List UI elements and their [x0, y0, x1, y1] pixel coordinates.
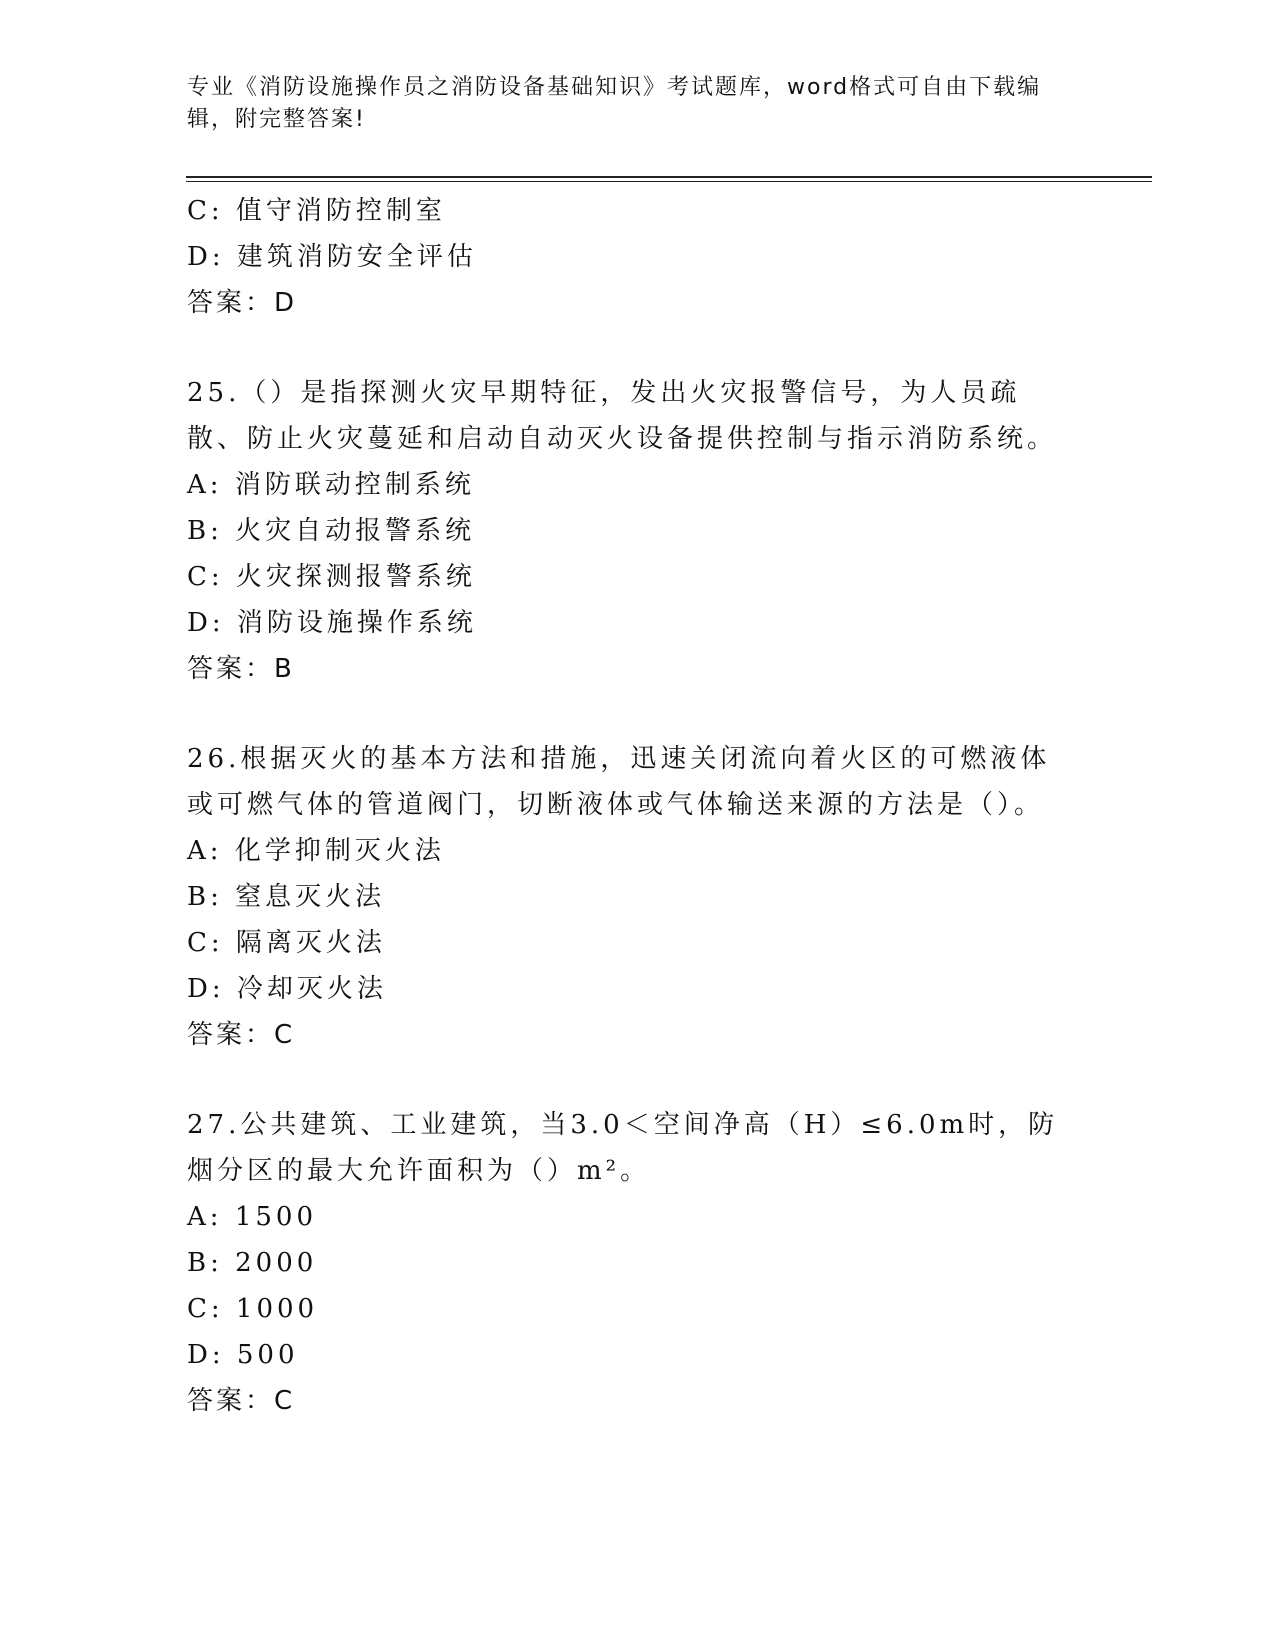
question-26 — [187, 736, 1087, 1058]
header-rule-thin — [186, 181, 1152, 182]
option-d: D: 消防设施操作系统 — [187, 608, 477, 638]
answer-line: 答案：C — [187, 1020, 296, 1050]
option-c: C: 1000 — [187, 1294, 319, 1324]
option-b: B: 2000 — [187, 1248, 318, 1278]
answer-line: 答案：D — [187, 288, 298, 318]
option-a: A: 化学抑制灭火法 — [187, 836, 445, 866]
option-d: D: 冷却灭火法 — [187, 974, 387, 1004]
question-27 — [187, 1102, 1087, 1424]
option-b: B: 火灾自动报警系统 — [187, 516, 476, 546]
question-text: 25.（）是指探测火灾早期特征，发出火灾报警信号，为人员疏散、防止火灾蔓延和启动自动灭火设备提供控制与指示消防系统。 — [187, 378, 1058, 454]
option-b: B: 窒息灭火法 — [187, 882, 386, 912]
option-c: C: 火灾探测报警系统 — [187, 562, 476, 592]
option-c: C: 隔离灭火法 — [187, 928, 386, 958]
question-25 — [187, 370, 1087, 692]
answer-line: 答案：B — [187, 654, 295, 684]
option-a: A: 1500 — [187, 1202, 317, 1232]
question-text: 27.公共建筑、工业建筑，当3.0＜空间净高（H）≤6.0m时，防烟分区的最大允许面积为（）m²。 — [187, 1110, 1059, 1186]
option-d: D: 500 — [187, 1340, 299, 1370]
option-c: C: 值守消防控制室 — [187, 196, 446, 226]
document-body — [187, 188, 1087, 1424]
header-rule-thick — [186, 176, 1152, 178]
question-text: 26.根据灭火的基本方法和措施，迅速关闭流向着火区的可燃液体或可燃气体的管道阀门，切断液体或气体输送来源的方法是（）。 — [187, 744, 1051, 820]
document-header: 专业《消防设施操作员之消防设备基础知识》考试题库，word格式可自由下载编辑，附完整答案! — [187, 75, 1042, 132]
answer-line: 答案：C — [187, 1386, 296, 1416]
option-a: A: 消防联动控制系统 — [187, 470, 475, 500]
option-d: D: 建筑消防安全评估 — [187, 242, 477, 272]
carryover-block — [187, 188, 1087, 326]
